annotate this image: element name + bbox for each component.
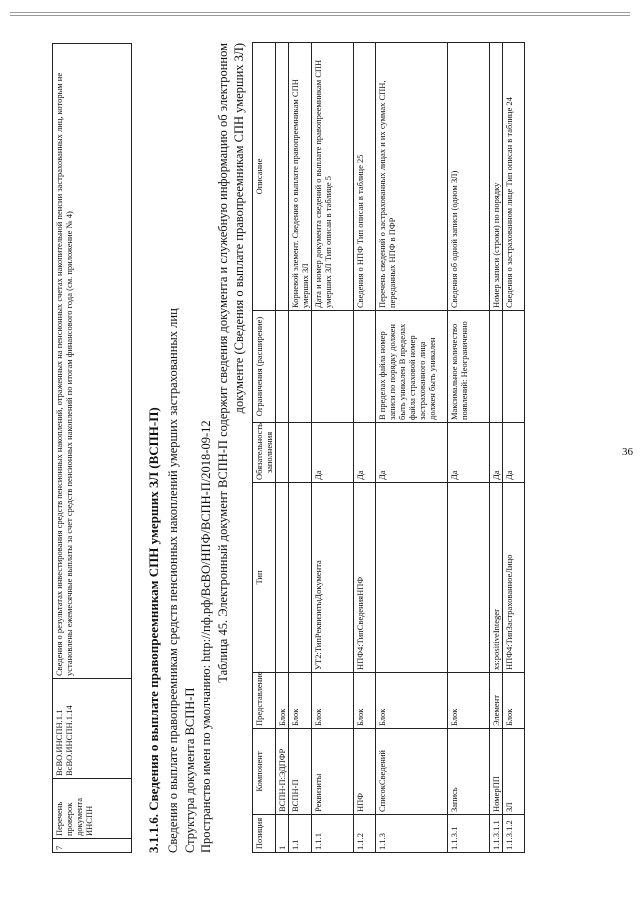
type-cell: УТ2:ТипРеквизитыДокумента bbox=[312, 483, 354, 673]
check-ids-cell: ВсВО.ИНСПН.1.1 ВсВО.ИНСПН.1.14 bbox=[53, 679, 132, 779]
structure-line: Структура документа ВСПН-П bbox=[183, 687, 197, 853]
component-cell: ВСПН-П:ЭДПФР bbox=[276, 729, 289, 815]
component-cell: Перечень проверок документа ИНСПН bbox=[53, 779, 132, 839]
position-cell: 1.1.3.1.2 bbox=[503, 815, 525, 853]
type-cell: НПФ4:ТипЗастрахованноеЛицо bbox=[503, 483, 525, 673]
table-row bbox=[490, 43, 503, 853]
table-row bbox=[289, 43, 312, 853]
col-header: Описание bbox=[253, 43, 276, 311]
component-cell: ВСПН-П bbox=[289, 729, 312, 815]
component-cell: Запись bbox=[448, 729, 490, 815]
representation-cell: Блок bbox=[289, 673, 312, 729]
component-cell: СписокСведений bbox=[376, 729, 448, 815]
position-cell: 1.1.3.1 bbox=[448, 815, 490, 853]
component-cell: Реквизиты bbox=[312, 729, 354, 815]
position-cell: 1.1.3.1.1 bbox=[490, 815, 503, 853]
component-cell: ЗЛ bbox=[503, 729, 525, 815]
structure-table bbox=[252, 42, 525, 853]
table-row bbox=[312, 43, 354, 853]
description-cell: Дата и номер документа сведений о выплате правопреемникам СПН умерших ЗЛ Тип описан в таблице 5 bbox=[312, 43, 354, 311]
type-cell bbox=[376, 483, 448, 673]
type-cell: НПФ4:ТипСведенияНПФ bbox=[354, 483, 376, 673]
required-cell: Да bbox=[312, 423, 354, 483]
col-header: Компонент bbox=[253, 729, 276, 815]
limits-cell bbox=[276, 311, 289, 423]
description-cell: Перечень сведений о застрахованных лицах и их суммах СПН, переданных НПФ в ПФР bbox=[376, 43, 448, 311]
required-cell bbox=[276, 423, 289, 483]
description-cell: Корневой элемент. Сведения о выплате правопреемникам СПН умерших ЗЛ bbox=[289, 43, 312, 311]
representation-cell: Блок bbox=[312, 673, 354, 729]
description-cell: Сведения о застрахованном лице Тип описан в таблице 24 bbox=[503, 43, 525, 311]
required-cell: Да bbox=[490, 423, 503, 483]
type-cell: xs:positiveInteger bbox=[490, 483, 503, 673]
limits-cell bbox=[354, 311, 376, 423]
table-row bbox=[448, 43, 490, 853]
limits-cell bbox=[312, 311, 354, 423]
description-cell: Сведения о НПФ Тип описан в таблице 25 bbox=[354, 43, 376, 311]
table-row bbox=[53, 44, 132, 853]
limits-cell bbox=[490, 311, 503, 423]
row-number: 7 bbox=[53, 839, 132, 853]
required-cell: Да bbox=[448, 423, 490, 483]
col-header: Позиция bbox=[253, 815, 276, 853]
table-caption-cont: документе (Сведения о выплате правопреемникам СПН умерших ЗЛ) bbox=[232, 43, 246, 414]
description-cell: Сведения об одной записи (одном ЗЛ) bbox=[448, 43, 490, 311]
representation-cell: Блок bbox=[376, 673, 448, 729]
limits-cell bbox=[503, 311, 525, 423]
limits-cell: Максимальное количество появлений: Неограниченно bbox=[448, 311, 490, 423]
description-cell bbox=[276, 43, 289, 311]
position-cell: 1.1.1 bbox=[312, 815, 354, 853]
page-number: 36 bbox=[622, 446, 633, 458]
table-row bbox=[276, 43, 289, 853]
previous-table-fragment bbox=[52, 43, 132, 853]
type-cell bbox=[276, 483, 289, 673]
table-row bbox=[376, 43, 448, 853]
type-cell bbox=[289, 483, 312, 673]
position-cell: 1.1 bbox=[289, 815, 312, 853]
required-cell: Да bbox=[503, 423, 525, 483]
representation-cell: Блок bbox=[276, 673, 289, 729]
table-row bbox=[503, 43, 525, 853]
position-cell: 1.1.2 bbox=[354, 815, 376, 853]
representation-cell: Блок bbox=[448, 673, 490, 729]
component-cell: НомерПП bbox=[490, 729, 503, 815]
required-cell: Да bbox=[376, 423, 448, 483]
col-header: Представление bbox=[253, 673, 276, 729]
required-cell: Да bbox=[354, 423, 376, 483]
intro-line: Сведения о выплате правопреемникам средств пенсионных накоплений умерших застрахованных лиц bbox=[166, 308, 180, 853]
namespace-line: Пространство имен по умолчанию: http://пф.рф/ВсВО/НПФ/ВСПН-П/2018-09-12 bbox=[199, 420, 213, 853]
position-cell: 1.1.3 bbox=[376, 815, 448, 853]
description-cell: Номер записи (строки) по порядку bbox=[490, 43, 503, 311]
table-caption: Таблица 45. Электронный документ ВСПН-П содержит сведения документа и служебную информацию об электронном bbox=[216, 43, 230, 683]
representation-cell: Блок bbox=[354, 673, 376, 729]
required-cell bbox=[289, 423, 312, 483]
representation-cell: Элемент bbox=[490, 673, 503, 729]
position-cell: 1 bbox=[276, 815, 289, 853]
table-row bbox=[354, 43, 376, 853]
col-header: Обязательность заполнения bbox=[253, 423, 276, 483]
component-cell: НПФ bbox=[354, 729, 376, 815]
col-header: Ограничения (расширение) bbox=[253, 311, 276, 423]
col-header: Тип bbox=[253, 483, 276, 673]
table-header-row bbox=[253, 43, 276, 853]
description-cell: Сведения о результатах инвестирования средств пенсионных накоплений, отраженных на пенсионных счетах накопительной пенсии застрахованных лиц, которым не установлены ежемесячные выплаты за счет средств пенсионных накоплений по итогам финансового года (см. приложение № 4) bbox=[53, 44, 132, 679]
limits-cell bbox=[289, 311, 312, 423]
section-heading: 3.1.1.6. Сведения о выплате правопреемникам СПН умерших ЗЛ (ВСПН-П) bbox=[146, 407, 161, 853]
limits-cell: В пределах файла номер записи по порядку должен быть уникален В пределах файла страховой номер застрахованного лица должен быть уникален bbox=[376, 311, 448, 423]
type-cell bbox=[448, 483, 490, 673]
representation-cell: Блок bbox=[503, 673, 525, 729]
